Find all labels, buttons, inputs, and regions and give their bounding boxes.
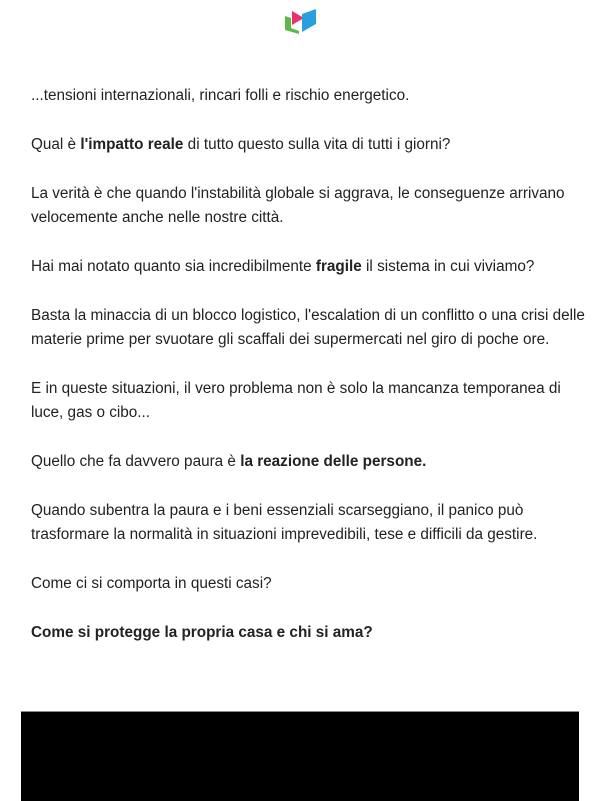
text: La verità è che quando l'instabilità globale si aggrava, le conseguenze arrivano velocemente anche nelle nostre città.: [31, 185, 565, 226]
paragraph: [31, 84, 591, 108]
bold-text: la reazione delle persone.: [240, 453, 427, 470]
bold-text: l'impatto reale: [80, 136, 184, 153]
bold-text: Come si protegge la propria casa e chi si ama?: [31, 624, 373, 641]
text: Come ci si comporta in questi casi?: [31, 575, 272, 592]
text: Quello che fa davvero paura è: [31, 453, 241, 470]
text: il sistema in cui viviamo?: [361, 258, 535, 275]
paragraph: [31, 133, 591, 157]
text: Basta la minaccia di un blocco logistico, l'escalation di un conflitto o una crisi delle materie prime per svuotare gli scaffali dei supermercati nel giro di poche ore.: [31, 307, 585, 348]
article-body: [31, 84, 591, 670]
paragraph: [31, 572, 591, 596]
text: Quando subentra la paura e i beni essenziali scarseggiano, il panico può trasformare la normalità in situazioni imprevedibili, tese e difficili da gestire.: [31, 502, 538, 543]
paragraph: [31, 255, 591, 279]
paragraph: [31, 450, 591, 474]
paragraph: [31, 304, 591, 352]
text: di tutto questo sulla vita di tutti i giorni?: [183, 136, 451, 153]
paragraph: [31, 182, 591, 230]
paragraph: [31, 621, 591, 645]
bold-text: fragile: [315, 258, 362, 275]
video-player[interactable]: [21, 711, 579, 801]
text: E in queste situazioni, il vero problema non è solo la mancanza temporanea di luce, gas o cibo...: [31, 380, 561, 421]
paragraph: [31, 499, 591, 547]
text: ...tensioni internazionali, rincari folli e rischio energetico.: [31, 87, 410, 104]
brand-logo-icon: [282, 8, 318, 36]
text: Hai mai notato quanto sia incredibilmente: [31, 258, 316, 275]
text: Qual è: [31, 136, 81, 153]
paragraph: [31, 377, 591, 425]
